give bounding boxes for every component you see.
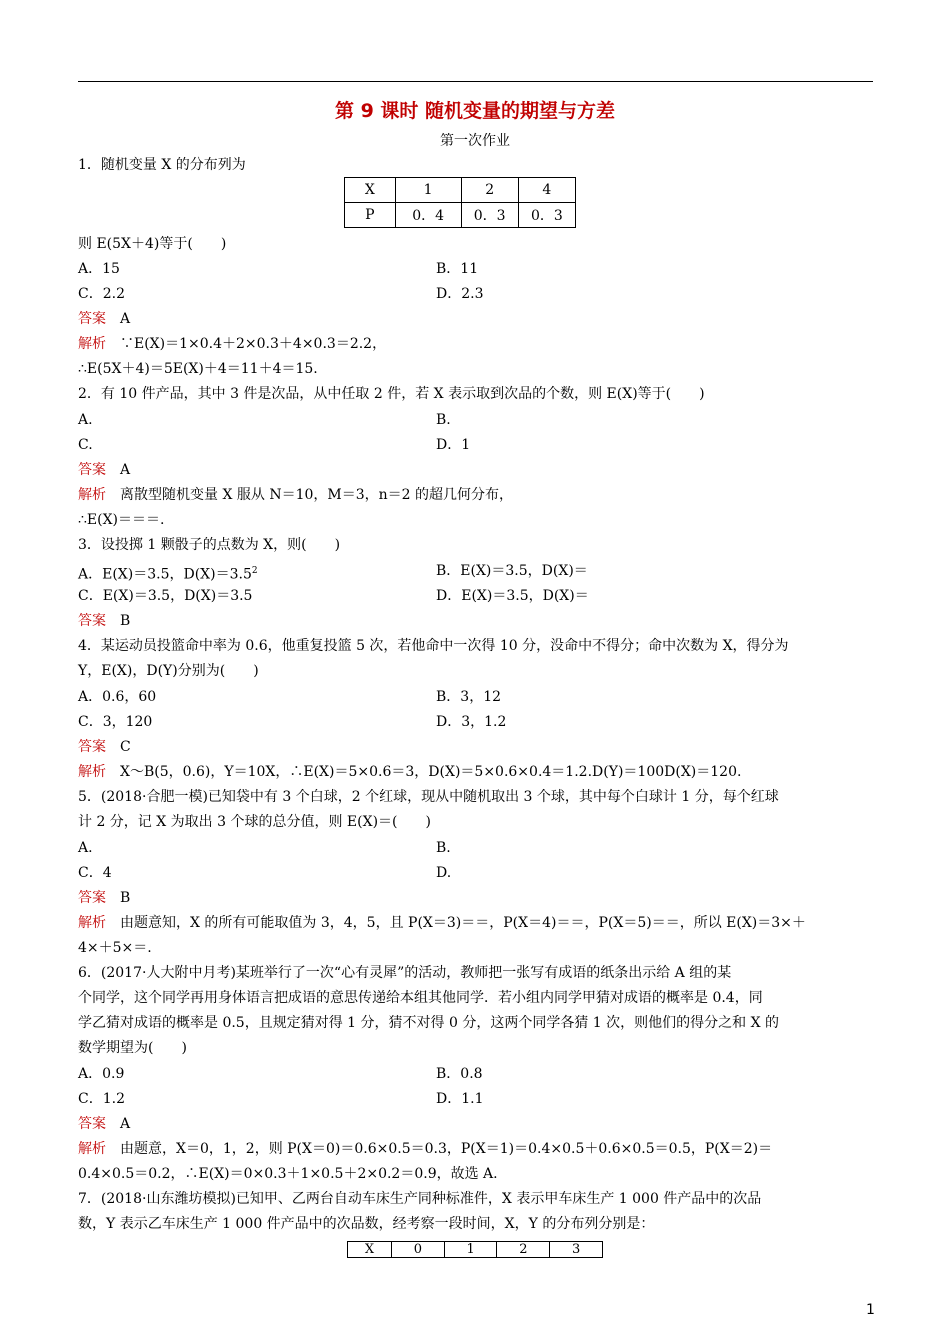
q6-stem-line2: 个同学，这个同学再用身体语言把成语的意思传递给本组其他同学．若小组内同学甲猜对成语的概率是 0.4，同 bbox=[78, 990, 763, 1006]
q4-option-b: B．3，12 bbox=[436, 689, 502, 705]
q7-stem-line2: 数，Y 表示乙车床生产 1 000 件产品中的次品数，经考察一段时间，X，Y 的分布列分别是： bbox=[78, 1216, 655, 1232]
q6-stem-line4: 数学期望为( ) bbox=[78, 1040, 187, 1056]
analysis-text: 由题意，X＝0，1，2，则 P(X＝0)＝0.6×0.5＝0.3，P(X＝1)＝0.4×0.5＋0.6×0.5＝0.5，P(X＝2)＝ bbox=[120, 1141, 773, 1157]
analysis-label: 解析 bbox=[78, 764, 106, 780]
q1-option-d: D．2.3 bbox=[436, 286, 484, 302]
q6-analysis-line2: 0.4×0.5＝0.2，∴E(X)＝0×0.3＋1×0.5＋2×0.2＝0.9，故选 A. bbox=[78, 1166, 498, 1182]
q5-stem-line2: 计 2 分，记 X 为取出 3 个球的总分值，则 E(X)＝( ) bbox=[78, 814, 431, 830]
q5-option-b: B. bbox=[436, 840, 451, 856]
q4-analysis bbox=[78, 763, 741, 781]
answer-value: C bbox=[120, 739, 131, 755]
header-rule bbox=[78, 81, 873, 82]
option-text: A．E(X)＝3.5，D(X)＝3.5 bbox=[78, 566, 252, 583]
table-cell: X bbox=[345, 178, 396, 203]
q7-distribution-table bbox=[347, 1241, 603, 1258]
q2-option-a: A. bbox=[78, 412, 93, 428]
page-title: 第 9 课时 随机变量的期望与方差 bbox=[334, 100, 616, 122]
q6-analysis bbox=[78, 1140, 772, 1158]
q2-option-d: D．1 bbox=[436, 437, 471, 453]
analysis-text: ∵E(X)＝1×0.4＋2×0.3＋4×0.3＝2.2， bbox=[120, 336, 387, 352]
table-cell: X bbox=[348, 1242, 392, 1258]
q2-option-b: B. bbox=[436, 412, 451, 428]
q5-option-c: C．4 bbox=[78, 865, 112, 881]
q6-option-a: A．0.9 bbox=[78, 1066, 125, 1082]
page-subtitle: 第一次作业 bbox=[440, 133, 510, 149]
q6-stem-line3: 学乙猜对成语的概率是 0.5，且规定猜对得 1 分，猜不对得 0 分，这两个同学各猜 1 次，则他们的得分之和 X 的 bbox=[78, 1015, 780, 1031]
table-cell: 2 bbox=[497, 1242, 550, 1258]
q1-option-c: C．2.2 bbox=[78, 286, 125, 302]
q2-option-c: C. bbox=[78, 437, 93, 453]
q1-analysis bbox=[78, 335, 386, 353]
analysis-text: 由题意知，X 的所有可能取值为 3，4，5，且 P(X＝3)＝＝，P(X＝4)＝＝，P(X＝5)＝＝，所以 E(X)＝3×＋ bbox=[120, 915, 806, 931]
q6-stem: 6．(2017·人大附中月考)某班举行了一次“心有灵犀”的活动，教师把一张写有成语的纸条出示给 A 组的某 bbox=[78, 965, 732, 981]
answer-label: 答案 bbox=[78, 739, 106, 755]
answer-value: A bbox=[120, 1116, 131, 1132]
q1-analysis-line2: ∴E(5X＋4)＝5E(X)＋4＝11＋4＝15. bbox=[78, 361, 318, 377]
q2-stem: 2．有 10 件产品，其中 3 件是次品，从中任取 2 件，若 X 表示取到次品的个数，则 E(X)等于( ) bbox=[78, 386, 705, 402]
analysis-text: X～B(5，0.6)，Y＝10X，∴E(X)＝5×0.6＝3，D(X)＝5×0.6×0.4＝1.2.D(Y)＝100D(X)＝120. bbox=[120, 764, 742, 780]
q5-analysis-line2: 4×＋5×＝. bbox=[78, 940, 152, 956]
q4-answer bbox=[78, 738, 131, 756]
q5-option-a: A. bbox=[78, 840, 93, 856]
q7-stem: 7．(2018·山东潍坊模拟)已知甲、乙两台自动车床生产同种标准件，X 表示甲车床生产 1 000 件产品中的次品 bbox=[78, 1191, 762, 1207]
answer-value: B bbox=[120, 890, 131, 906]
q4-stem-line2: Y，E(X)，D(Y)分别为( ) bbox=[78, 663, 259, 679]
answer-label: 答案 bbox=[78, 890, 106, 906]
superscript: 2 bbox=[251, 566, 258, 576]
table-cell: 3 bbox=[550, 1242, 603, 1258]
table-cell: 2 bbox=[461, 178, 518, 203]
answer-label: 答案 bbox=[78, 462, 106, 478]
q2-answer bbox=[78, 461, 130, 479]
q2-analysis bbox=[78, 486, 513, 504]
q4-option-c: C．3，120 bbox=[78, 714, 153, 730]
analysis-label: 解析 bbox=[78, 336, 106, 352]
q3-stem: 3．设投掷 1 颗骰子的点数为 X，则( ) bbox=[78, 537, 341, 553]
q4-option-d: D．3，1.2 bbox=[436, 714, 507, 730]
table-cell: 0 bbox=[392, 1242, 445, 1258]
analysis-text: 离散型随机变量 X 服从 N＝10，M＝3，n＝2 的超几何分布， bbox=[120, 487, 513, 503]
table-cell: 4 bbox=[518, 178, 575, 203]
q2-analysis-line2: ∴E(X)＝＝＝. bbox=[78, 512, 165, 528]
q5-answer bbox=[78, 889, 130, 907]
q1-option-a: A．15 bbox=[78, 261, 120, 277]
answer-label: 答案 bbox=[78, 311, 106, 327]
answer-value: A bbox=[120, 462, 131, 478]
q3-option-a bbox=[78, 562, 258, 584]
table-cell: 1 bbox=[395, 178, 461, 203]
page-number: 1 bbox=[866, 1302, 875, 1318]
answer-value: B bbox=[120, 613, 131, 629]
table-cell: 0．3 bbox=[518, 203, 575, 228]
q3-option-b: B．E(X)＝3.5，D(X)＝ bbox=[436, 563, 588, 579]
q1-stem: 1．随机变量 X 的分布列为 bbox=[78, 157, 246, 173]
q1-option-b: B．11 bbox=[436, 261, 479, 277]
table-cell: 0．3 bbox=[461, 203, 518, 228]
q3-option-c: C．E(X)＝3.5，D(X)＝3.5 bbox=[78, 588, 253, 604]
analysis-label: 解析 bbox=[78, 915, 106, 931]
q6-option-b: B．0.8 bbox=[436, 1066, 483, 1082]
q3-answer bbox=[78, 612, 130, 630]
answer-label: 答案 bbox=[78, 1116, 106, 1132]
analysis-label: 解析 bbox=[78, 487, 106, 503]
q5-option-d: D. bbox=[436, 865, 452, 881]
q4-option-a: A．0.6，60 bbox=[78, 689, 157, 705]
q1-answer bbox=[78, 310, 130, 328]
q5-stem: 5．(2018·合肥一模)已知袋中有 3 个白球，2 个红球，现从中随机取出 3 个球，其中每个白球计 1 分，每个红球 bbox=[78, 789, 779, 805]
table-cell: 0．4 bbox=[395, 203, 461, 228]
q1-distribution-table bbox=[344, 177, 576, 228]
analysis-label: 解析 bbox=[78, 1141, 106, 1157]
table-cell: 1 bbox=[444, 1242, 497, 1258]
q6-option-c: C．1.2 bbox=[78, 1091, 125, 1107]
answer-label: 答案 bbox=[78, 613, 106, 629]
q5-analysis bbox=[78, 914, 806, 932]
q3-option-d: D．E(X)＝3.5，D(X)＝ bbox=[436, 588, 589, 604]
q6-answer bbox=[78, 1115, 130, 1133]
q6-option-d: D．1.1 bbox=[436, 1091, 484, 1107]
q4-stem: 4．某运动员投篮命中率为 0.6，他重复投篮 5 次，若他命中一次得 10 分，没命中不得分；命中次数为 X，得分为 bbox=[78, 638, 789, 654]
answer-value: A bbox=[120, 311, 131, 327]
table-cell: P bbox=[345, 203, 396, 228]
q1-stem2: 则 E(5X＋4)等于( ) bbox=[78, 236, 227, 252]
